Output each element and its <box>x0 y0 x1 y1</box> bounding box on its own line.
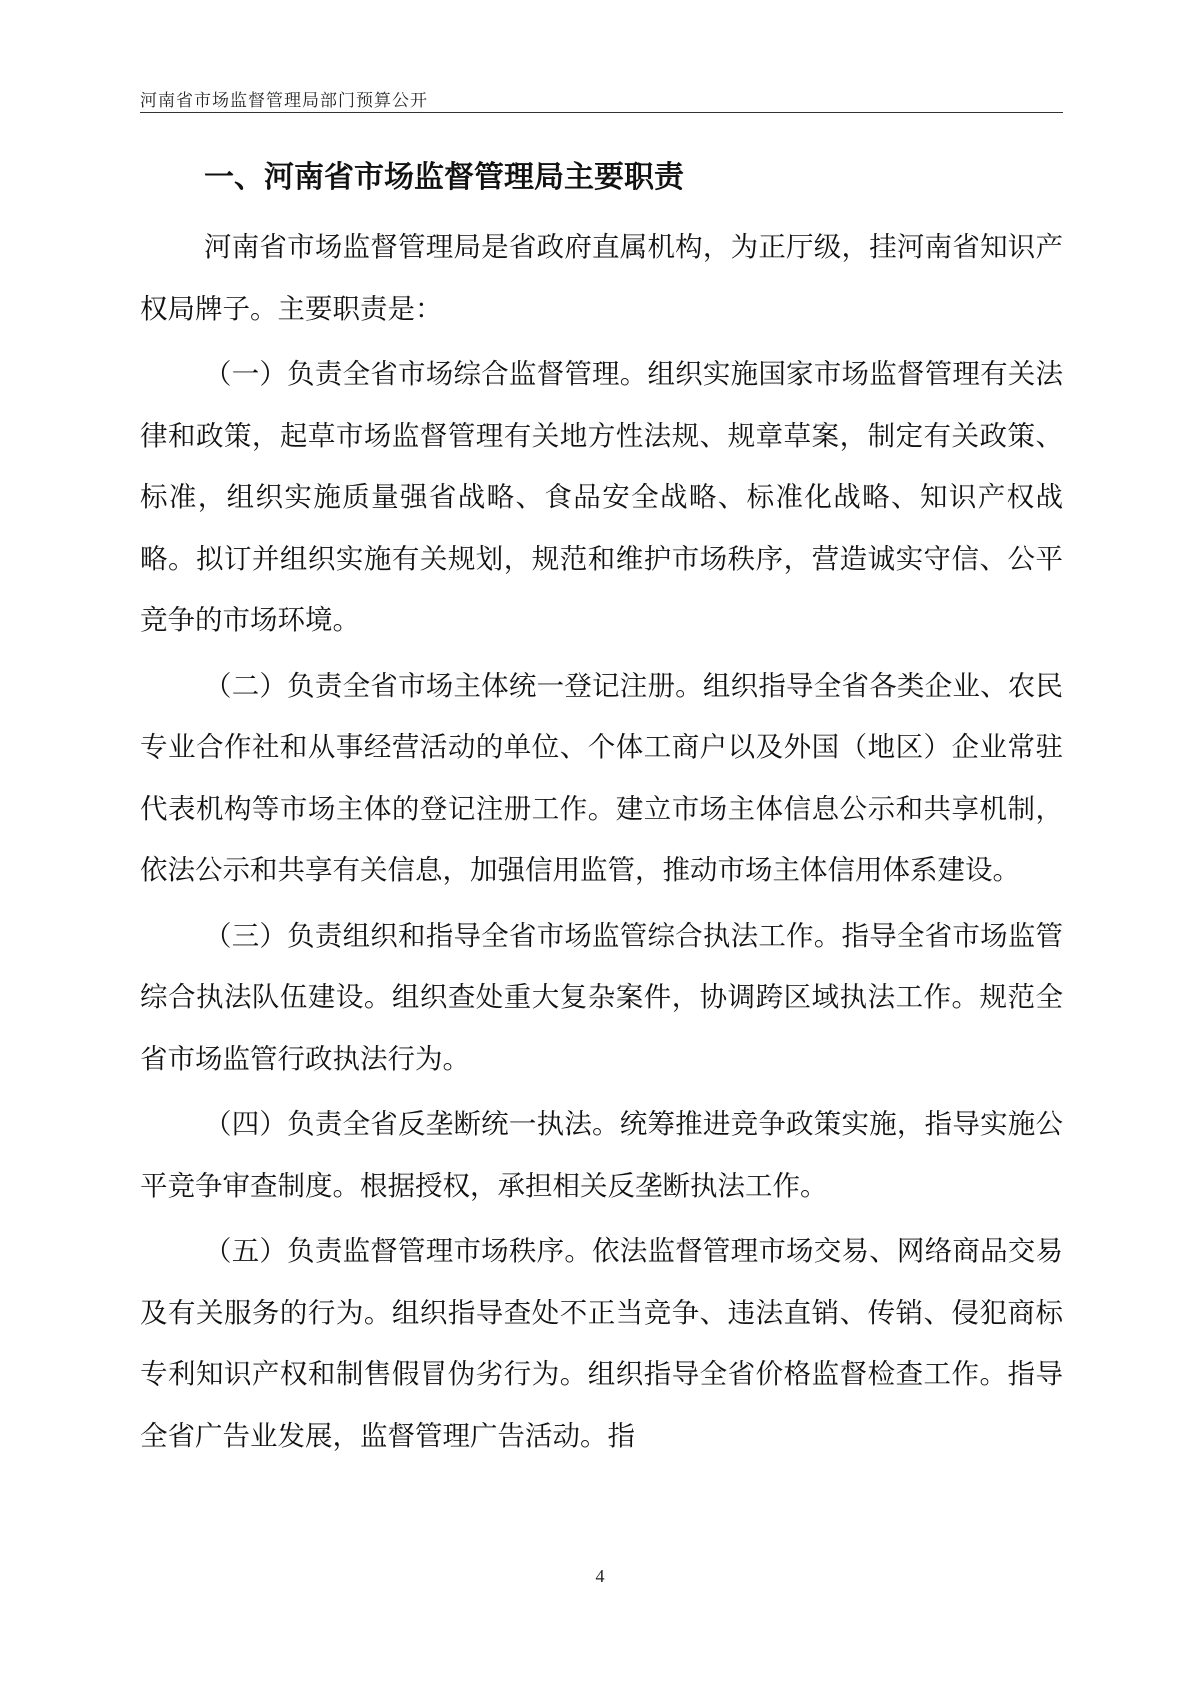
paragraph-duty-2: （二）负责全省市场主体统一登记注册。组织指导全省各类企业、农民专业合作社和从事经营活动的单位、个体工商户以及外国（地区）企业常驻代表机构等市场主体的登记注册工作。建立市场主体信息公示和共享机制，依法公示和共享有关信息，加强信用监管，推动市场主体信用体系建设。 <box>140 669 1063 886</box>
paragraph-duty-3: （三）负责组织和指导全省市场监管综合执法工作。指导全省市场监管综合执法队伍建设。组织查处重大复杂案件，协调跨区域执法工作。规范全省市场监管行政执法行为。 <box>140 919 1063 1075</box>
paragraph-intro: 河南省市场监督管理局是省政府直属机构，为正厅级，挂河南省知识产权局牌子。主要职责是： <box>140 231 1063 325</box>
paragraph-duty-4: （四）负责全省反垄断统一执法。统筹推进竞争政策实施，指导实施公平竞争审查制度。根据授权，承担相关反垄断执法工作。 <box>140 1108 1063 1202</box>
paragraph-duty-5: （五）负责监督管理市场秩序。依法监督管理市场交易、网络商品交易及有关服务的行为。组织指导查处不正当竞争、违法直销、传销、侵犯商标专利知识产权和制售假冒伪劣行为。组织指导全省价格监督检查工作。指导全省广告业发展，监督管理广告活动。指 <box>140 1235 1063 1452</box>
section-heading: 一、河南省市场监督管理局主要职责 <box>204 160 684 195</box>
running-header: 河南省市场监督管理局部门预算公开 <box>140 91 428 111</box>
paragraph-duty-1: （一）负责全省市场综合监督管理。组织实施国家市场监督管理有关法律和政策，起草市场监督管理有关地方性法规、规章草案，制定有关政策、标准，组织实施质量强省战略、食品安全战略、标准化战略、知识产权战略。拟订并组织实施有关规划，规范和维护市场秩序，营造诚实守信、公平竞争的市场环境。 <box>140 358 1063 636</box>
page-number: 4 <box>595 1566 605 1586</box>
page-content <box>140 147 1063 1471</box>
header-divider <box>140 112 1063 113</box>
